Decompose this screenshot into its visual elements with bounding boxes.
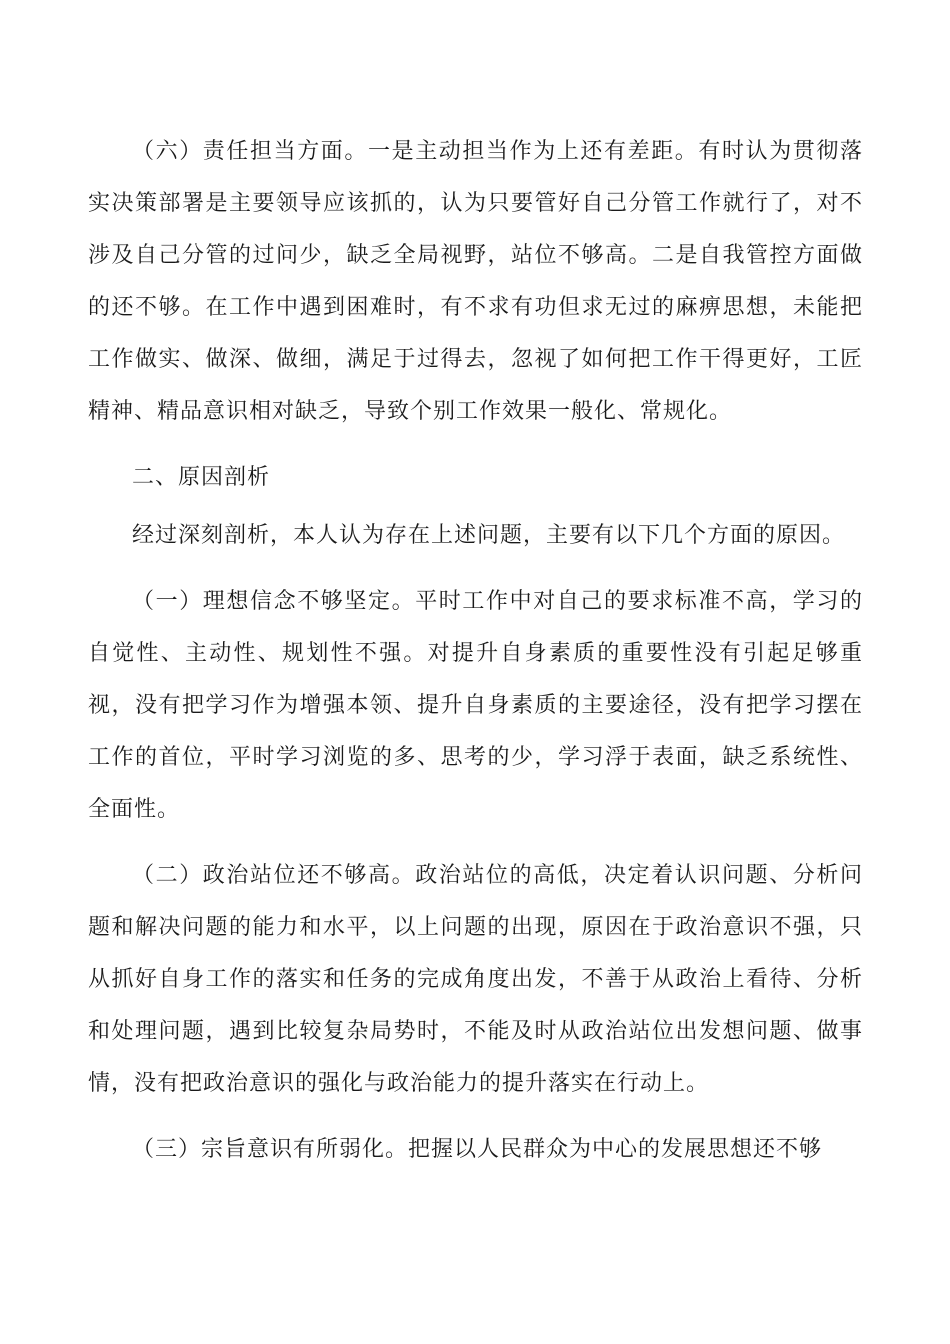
document-body (88, 126, 863, 1190)
paragraph-political-stance: （二）政治站位还不够高。政治站位的高低，决定着认识问题、分析问题和解决问题的能力和水平，以上问题的出现，原因在于政治意识不强，只从抓好自身工作的落实和任务的完成角度出发，不善于从政治上看待、分析和处理问题，遇到比较复杂局势时，不能及时从政治站位出发想问题、做事情，没有把政治意识的强化与政治能力的提升落实在行动上。 (88, 863, 863, 1096)
section-heading-cause-analysis: 二、原因剖析 (132, 465, 271, 490)
paragraph-cause-intro: 经过深刻剖析，本人认为存在上述问题，主要有以下几个方面的原因。 (132, 523, 846, 548)
paragraph-purpose-awareness: （三）宗旨意识有所弱化。把握以人民群众为中心的发展思想还不够 (132, 1137, 823, 1162)
paragraph-responsibility: （六）责任担当方面。一是主动担当作为上还有差距。有时认为贯彻落实决策部署是主要领导应该抓的，认为只要管好自己分管工作就行了，对不涉及自己分管的过问少，缺乏全局视野，站位不够高。二是自我管控方面做的还不够。在工作中遇到困难时，有不求有功但求无过的麻痹思想，未能把工作做实、做深、做细，满足于过得去，忽视了如何把工作干得更好，工匠精神、精品意识相对缺乏，导致个别工作效果一般化、常规化。 (88, 139, 863, 424)
paragraph-ideals-beliefs: （一）理想信念不够坚定。平时工作中对自己的要求标准不高，学习的自觉性、主动性、规划性不强。对提升自身素质的重要性没有引起足够重视，没有把学习作为增强本领、提升自身素质的主要途径，没有把学习摆在工作的首位，平时学习浏览的多、思考的少，学习浮于表面，缺乏系统性、全面性。 (88, 589, 863, 822)
